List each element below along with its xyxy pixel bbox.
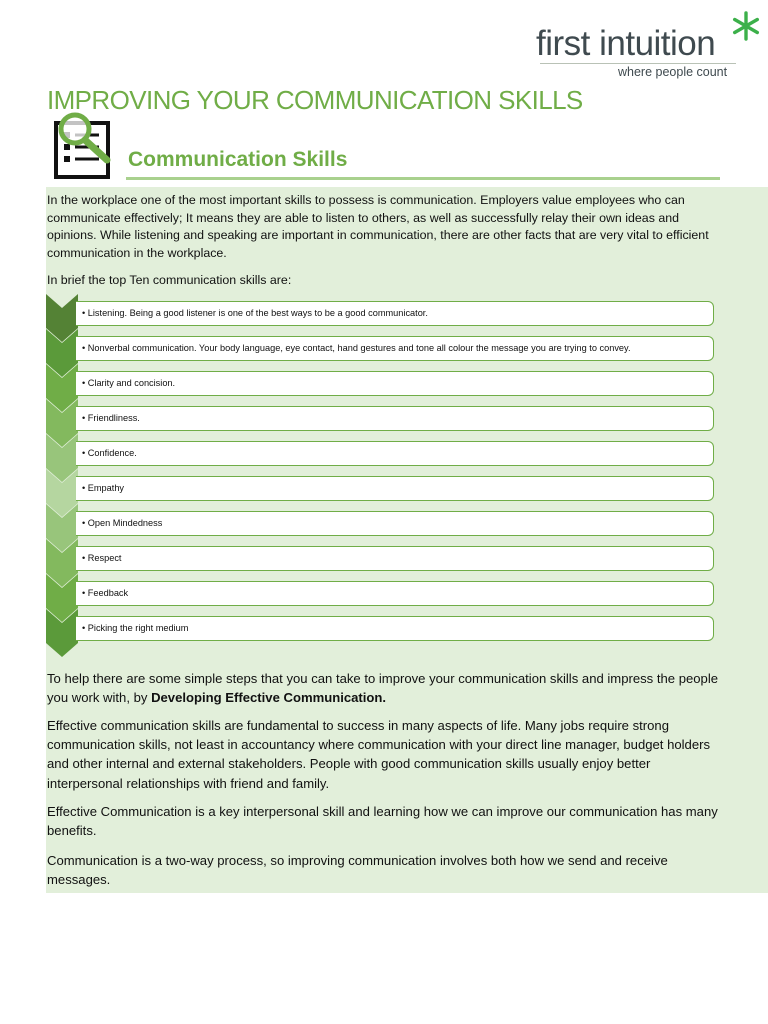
brand-name: first intuition [536,24,716,63]
steps-text: To help there are some simple steps that you can take to improve your communication skills and impress the people you work with, by [47,671,719,706]
skill-item: • Confidence. [76,441,714,466]
brand-logo [536,10,766,82]
skill-item: • Empathy [76,476,714,501]
two-way-paragraph: Communication is a two-way process, so improving communication involves both how we send and receive messages. [47,853,668,888]
heading-underline [126,177,720,180]
list-intro: In brief the top Ten communication skills are: [47,273,292,287]
steps-paragraph [47,669,727,707]
section-heading: Communication Skills [128,148,348,171]
effective-paragraph: Effective communication skills are fundamental to success in many aspects of life. Many jobs require strong communication skills, not least in accountancy where communication with your direct line manager, budget holders and other internal and external stakeholders. People with good communication skills usually enjoy better interpersonal relationships with friend and family. [47,718,711,791]
magnifier-checklist-icon [51,112,117,180]
skill-item: • Listening. Being a good listener is one of the best ways to be a good communicator. [76,301,714,326]
skill-item: • Friendliness. [76,406,714,431]
skill-item: • Respect [76,546,714,571]
skill-item: • Picking the right medium [76,616,714,641]
chevron-marker [46,294,78,342]
brand-tagline: where people count [618,65,728,79]
skill-item: • Clarity and concision. [76,371,714,396]
asterisk-star-icon [730,10,762,42]
skill-item: • Feedback [76,581,714,606]
page-title: IMPROVING YOUR COMMUNICATION SKILLS [47,85,583,115]
steps-emphasis: Developing Effective Communication. [151,690,387,706]
intro-paragraph: In the workplace one of the most important skills to possess is communication. Employers value employees who can communicate effectively; It means they are able to listen to others, as well as successfully relay their own ideas and opinions. While listening and speaking are important in communication, there are other facts that are very vital to efficient communication in the workplace. [47,193,709,260]
key-skill-paragraph: Effective Communication is a key interpersonal skill and learning how we can improve our communication has many benefits. [47,804,718,839]
logo-divider [540,63,736,64]
skill-item: • Nonverbal communication. Your body language, eye contact, hand gestures and tone all colour the message you are trying to convey. [76,336,714,361]
skill-item: • Open Mindedness [76,511,714,536]
